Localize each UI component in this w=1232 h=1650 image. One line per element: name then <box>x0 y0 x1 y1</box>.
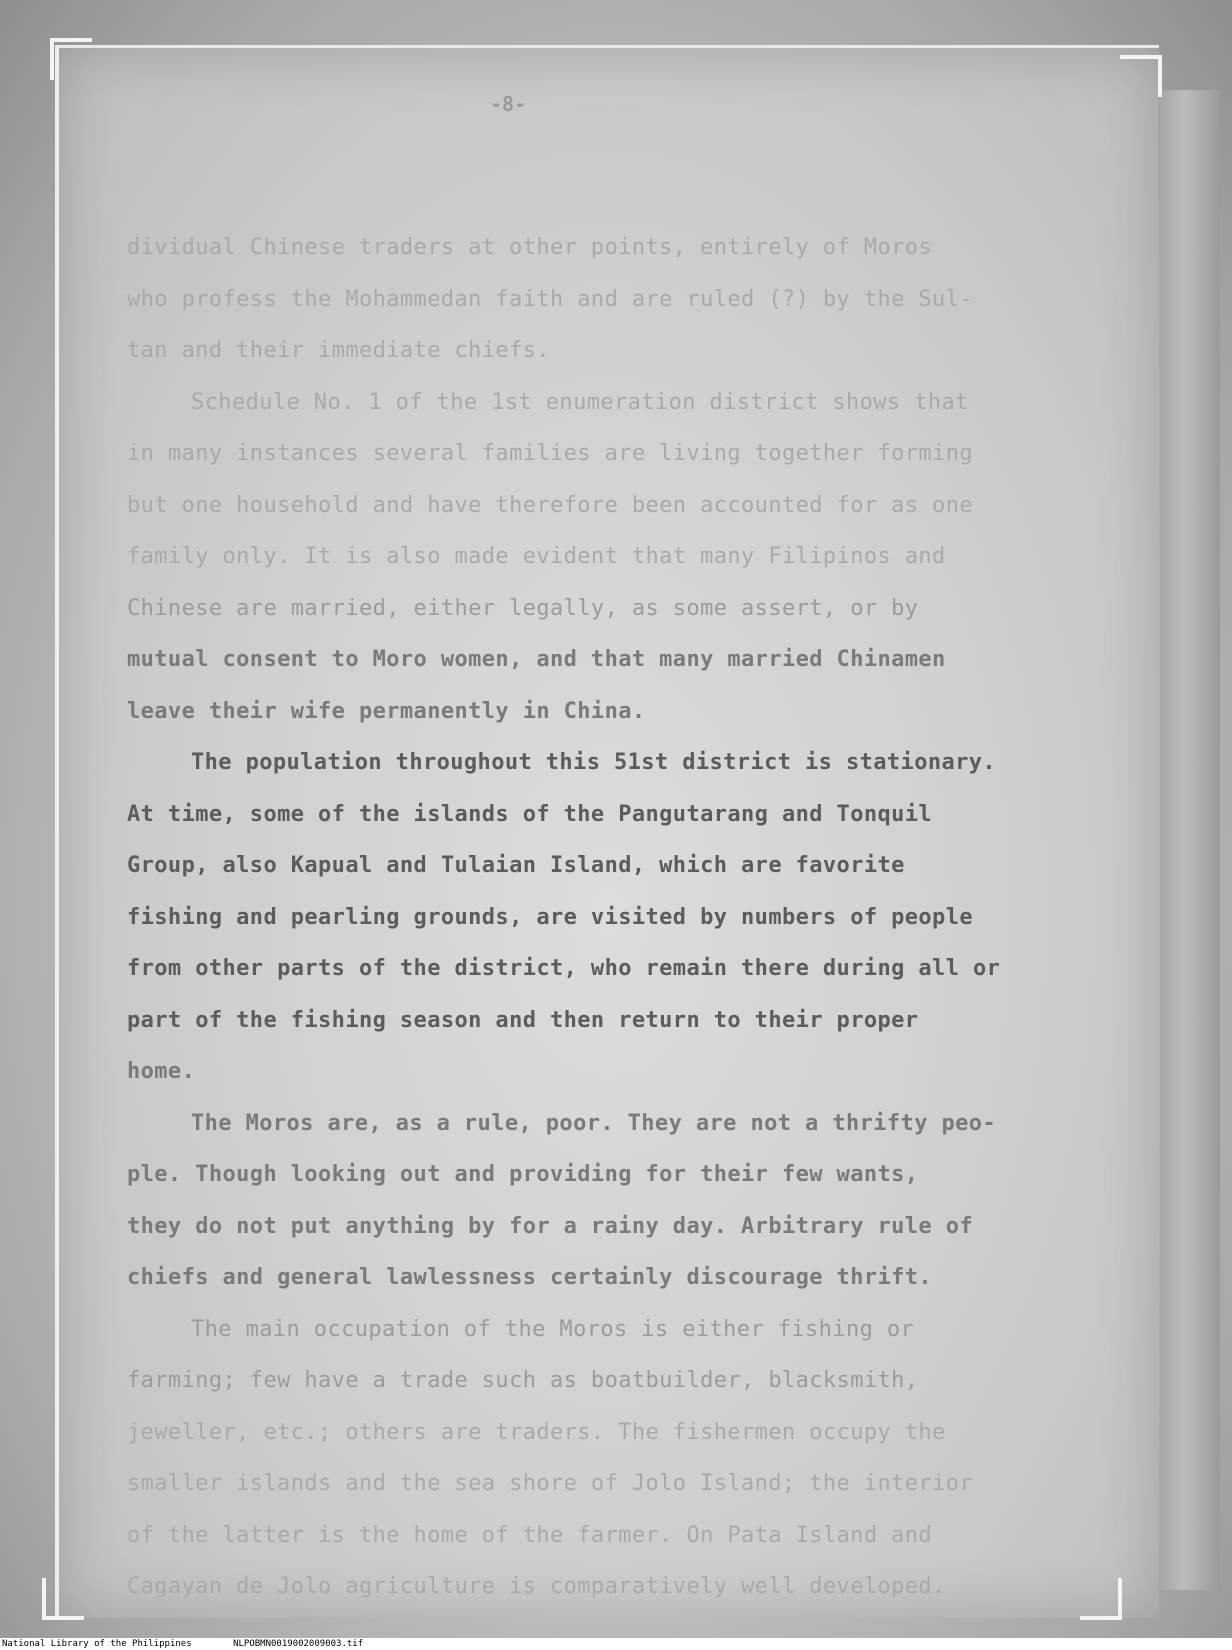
text-line: who profess the Mohammedan faith and are ruled (?) by the Sul- <box>127 286 973 312</box>
text-line: family only. It is also made evident that many Filipinos and <box>127 544 946 569</box>
paragraph-5 <box>127 1304 1087 1613</box>
book-spine <box>1160 90 1220 1590</box>
text-line: The main occupation of the Moros is either fishing or <box>191 1316 915 1342</box>
paragraph-1 <box>127 222 1087 377</box>
text-line: home. <box>127 1059 196 1084</box>
paragraph-3 <box>127 737 1087 1098</box>
corner-mark-bottom-left <box>42 1578 84 1620</box>
text-line: leave their wife permanently in China. <box>127 698 646 724</box>
paragraph-4 <box>127 1098 1087 1304</box>
paragraph-2 <box>127 377 1087 738</box>
text-line: fishing and pearling grounds, are visited by numbers of people <box>127 904 973 930</box>
text-line: but one household and have therefore been accounted for as one <box>127 492 973 518</box>
text-line: they do not put anything by for a rainy day. Arbitrary rule of <box>127 1213 973 1239</box>
text-line: part of the fishing season and then return to their proper <box>127 1007 919 1033</box>
document-body <box>127 222 1087 1613</box>
text-line: farming; few have a trade such as boatbuilder, blacksmith, <box>127 1368 919 1393</box>
corner-mark-top-right <box>1120 55 1162 97</box>
text-line: Chinese are married, either legally, as some assert, or by <box>127 595 919 621</box>
text-line: of the latter is the home of the farmer. On Pata Island and <box>127 1522 933 1548</box>
text-line: Cagayan de Jolo agriculture is comparatively well developed. <box>127 1574 946 1599</box>
text-line: ple. Though looking out and providing for their few wants, <box>127 1162 919 1187</box>
footer-file: NLPOBMN0019002009003.tif <box>233 1639 364 1649</box>
text-line: mutual consent to Moro women, and that many married Chinamen <box>127 647 946 672</box>
scan-footer <box>0 1638 1232 1650</box>
text-line: chiefs and general lawlessness certainly discourage thrift. <box>127 1265 933 1290</box>
text-line: smaller islands and the sea shore of Jolo Island; the interior <box>127 1471 973 1496</box>
text-line: Group, also Kapual and Tulaian Island, which are favorite <box>127 853 905 878</box>
text-line: dividual Chinese traders at other points, entirely of Moros <box>127 235 933 260</box>
text-line: jeweller, etc.; others are traders. The fishermen occupy the <box>127 1419 946 1445</box>
page-number: -8- <box>490 92 527 116</box>
text-line: in many instances several families are living together forming <box>127 441 973 466</box>
text-line: tan and their immediate chiefs. <box>127 338 550 363</box>
text-line: At time, some of the islands of the Pangutarang and Tonquil <box>127 801 933 827</box>
text-line: from other parts of the district, who remain there during all or <box>127 956 1001 981</box>
corner-mark-top-left <box>50 38 92 80</box>
text-line: The Moros are, as a rule, poor. They are not a thrifty peo- <box>191 1110 997 1136</box>
text-line: The population throughout this 51st district is stationary. <box>191 750 997 775</box>
text-line: Schedule No. 1 of the 1st enumeration district shows that <box>191 389 969 415</box>
footer-source: National Library of the Philippines <box>2 1639 192 1649</box>
